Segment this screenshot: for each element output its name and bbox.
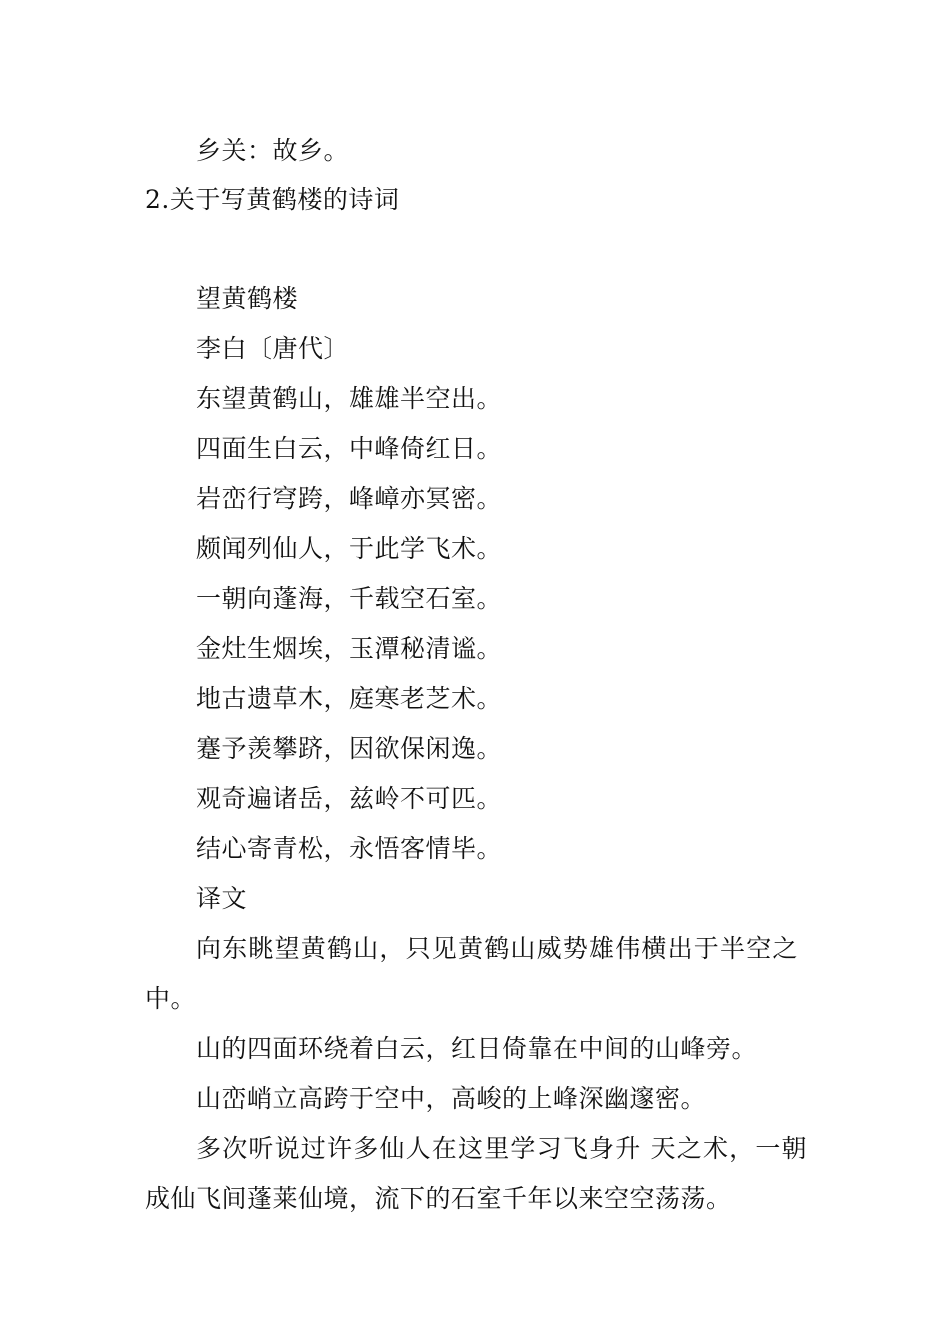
poem-line-2: 四面生白云，中峰倚红日。 <box>196 434 503 463</box>
translation-paragraph-line: 中。 <box>145 984 197 1013</box>
annotation-line: 乡关：故乡。 <box>196 136 350 165</box>
poem-author: 李白〔唐代〕 <box>196 334 350 363</box>
translation-paragraph-line: 成仙飞间蓬莱仙境，流下的石室千年以来空空荡荡。 <box>145 1184 732 1213</box>
poem-line-1: 东望黄鹤山，雄雄半空出。 <box>196 384 503 413</box>
poem-line-4: 颇闻列仙人，于此学飞术。 <box>196 534 503 563</box>
poem-line-5: 一朝向蓬海，千载空石室。 <box>196 584 503 613</box>
translation-paragraph-line: 向东眺望黄鹤山，只见黄鹤山威势雄伟横出于半空之 <box>196 934 799 963</box>
section-heading: 2.关于写黄鹤楼的诗词 <box>145 185 400 214</box>
poem-line-6: 金灶生烟埃，玉潭秘清谧。 <box>196 634 503 663</box>
poem-line-7: 地古遗草木，庭寒老芝术。 <box>196 684 503 713</box>
translation-heading: 译文 <box>196 884 248 913</box>
poem-line-3: 岩峦行穹跨，峰嶂亦冥密。 <box>196 484 503 513</box>
translation-paragraph-line: 多次听说过许多仙人在这里学习飞身升 天之术，一朝 <box>196 1134 808 1163</box>
poem-line-9: 观奇遍诸岳，兹岭不可匹。 <box>196 784 503 813</box>
poem-title: 望黄鹤楼 <box>196 284 299 313</box>
translation-paragraph-line: 山的四面环绕着白云，红日倚靠在中间的山峰旁。 <box>196 1034 758 1063</box>
translation-paragraph-line: 山峦峭立高跨于空中，高峻的上峰深幽邃密。 <box>196 1084 707 1113</box>
poem-line-10: 结心寄青松，永悟客情毕。 <box>196 834 503 863</box>
poem-line-8: 蹇予羡攀跻，因欲保闲逸。 <box>196 734 503 763</box>
